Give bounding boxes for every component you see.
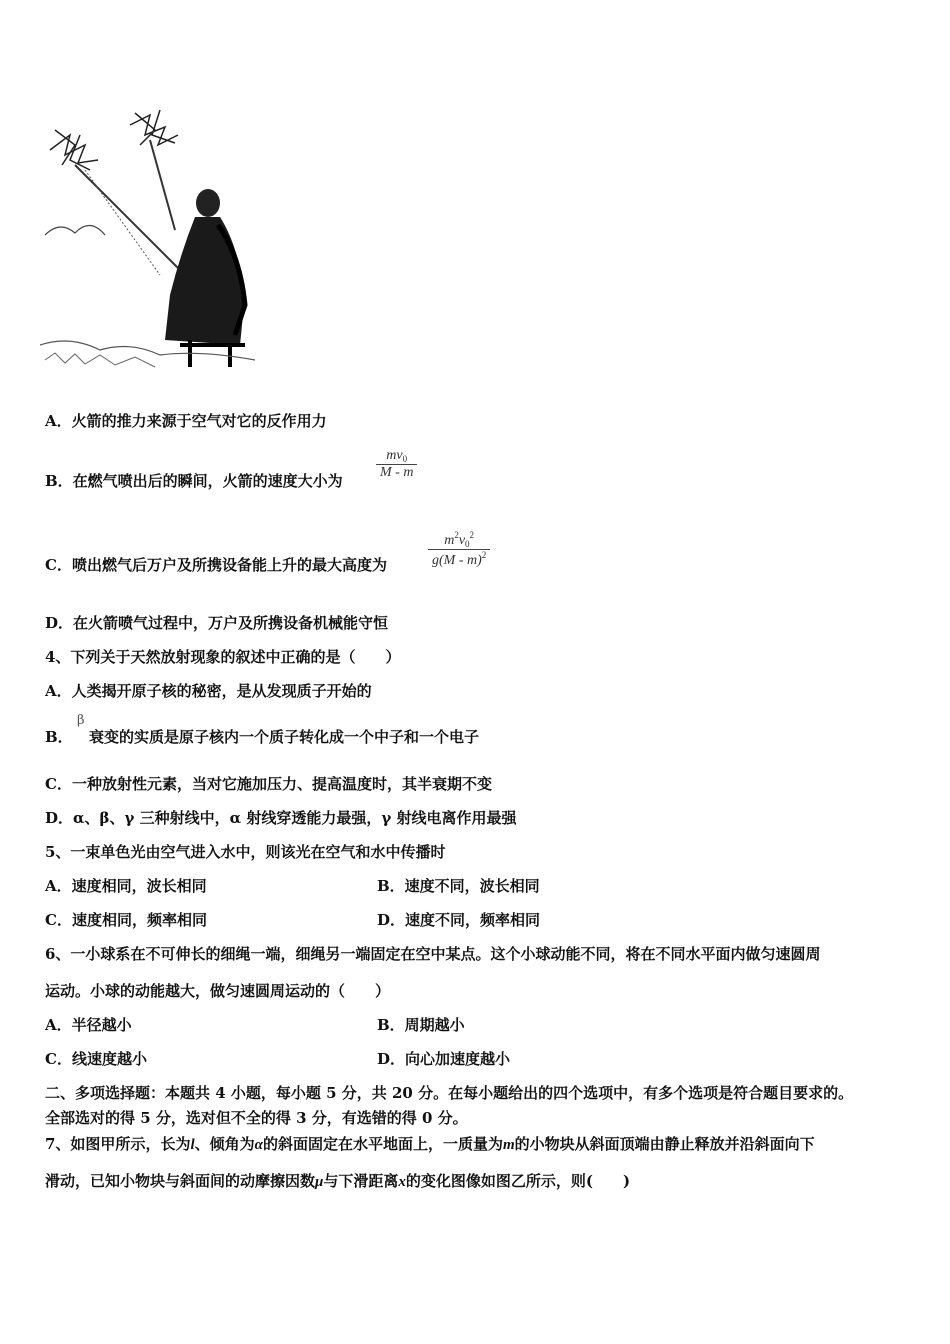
q7-line2: [45, 1170, 630, 1191]
section2-line2: 全部选对的得 5 分，选对但不全的得 3 分，有选错的得 0 分。: [45, 1109, 468, 1127]
b-num: mv: [386, 448, 403, 463]
q5-option-a[interactable]: A．速度相同，波长相同: [45, 877, 207, 895]
q3-option-b-formula: [376, 448, 417, 481]
c-num-v: v: [458, 533, 466, 548]
q3-option-b[interactable]: [45, 470, 343, 491]
b-num-sub: 0: [402, 454, 408, 464]
q4-option-a[interactable]: A．人类揭开原子核的秘密，是从发现质子开始的: [45, 682, 372, 700]
q6-stem-line2: 运动。小球的动能越大，做匀速圆周运动的（ ）: [45, 982, 391, 1000]
q5-option-c[interactable]: C．速度相同，频率相同: [45, 911, 207, 929]
b-den: M - m: [380, 465, 414, 480]
q7-var-m: m: [502, 1137, 515, 1153]
q6-option-a[interactable]: A．半径越小: [45, 1016, 132, 1034]
q6-option-b[interactable]: B．周期越小: [377, 1016, 465, 1034]
q4-option-d[interactable]: D．α、β、γ 三种射线中，α 射线穿透能力最强，γ 射线电离作用最强: [45, 809, 517, 827]
q6-stem-line1: 6、一小球系在不可伸长的细绳一端，细绳另一端固定在空中某点。这个小球动能不同，将在不同水平面内做匀速圆周: [45, 945, 821, 963]
c-num-m: m: [444, 533, 455, 548]
q3-option-c-formula: [428, 530, 490, 569]
q7-var-x: x: [398, 1174, 406, 1190]
q7-line1: [45, 1133, 815, 1154]
q6-option-d[interactable]: D．向心加速度越小: [377, 1050, 511, 1068]
q7-l1-c: 的斜面固定在水平地面上，一质量为: [262, 1135, 503, 1153]
q7-l1-b: 、倾角为: [194, 1135, 255, 1153]
q4-option-c[interactable]: C．一种放射性元素，当对它施加压力、提高温度时，其半衰期不变: [45, 775, 492, 793]
q4-option-b[interactable]: [45, 726, 73, 747]
c-num-vsup: 2: [469, 530, 475, 540]
q7-var-mu: μ: [315, 1174, 324, 1190]
q7-l1-d: 的小物块从斜面顶端由静止释放并沿斜面向下: [514, 1135, 815, 1153]
q3-option-a[interactable]: A．火箭的推力来源于空气对它的反作用力: [45, 412, 327, 430]
q7-l2-c: 的变化图像如图乙所示，则( ): [405, 1172, 631, 1190]
c-den: g(M - m): [432, 553, 482, 568]
c-den-sup: 2: [481, 550, 487, 560]
q5-option-d[interactable]: D．速度不同，频率相同: [377, 911, 541, 929]
q7-var-l: l: [190, 1137, 195, 1153]
wanhu-rocket-illustration: [40, 105, 270, 375]
q6-option-c[interactable]: C．线速度越小: [45, 1050, 147, 1068]
q3-option-b-text: B．在燃气喷出后的瞬间，火箭的速度大小为: [45, 472, 343, 490]
q5-option-b[interactable]: B．速度不同，波长相同: [377, 877, 540, 895]
q7-var-alpha: α: [254, 1137, 263, 1153]
q3-option-c-text: C．喷出燃气后万户及所携设备能上升的最大高度为: [45, 556, 387, 574]
q7-l2-a: 滑动，已知小物块与斜面间的动摩擦因数: [45, 1172, 316, 1190]
c-num-vsub: 0: [465, 539, 470, 549]
q3-option-c[interactable]: [45, 554, 387, 575]
section2-line1: 二、多项选择题：本题共 4 小题，每小题 5 分，共 20 分。在每小题给出的四个选项中，有多个选项是符合题目要求的。: [45, 1084, 854, 1102]
q4-beta-symbol: β: [77, 713, 85, 728]
q4-option-b-label: B．: [45, 728, 73, 746]
q5-stem: 5、一束单色光由空气进入水中，则该光在空气和水中传播时: [45, 843, 446, 861]
q4-option-b-text: 衰变的实质是原子核内一个质子转化成一个中子和一个电子: [89, 728, 480, 746]
c-num-sup: 2: [454, 530, 459, 540]
q4-stem: 4、下列关于天然放射现象的叙述中正确的是（ ）: [45, 648, 401, 666]
q3-option-d[interactable]: D．在火箭喷气过程中，万户及所携设备机械能守恒: [45, 614, 389, 632]
q7-l1-a: 7、如图甲所示，长为: [45, 1135, 191, 1153]
q7-l2-b: 与下滑距离: [323, 1172, 399, 1190]
